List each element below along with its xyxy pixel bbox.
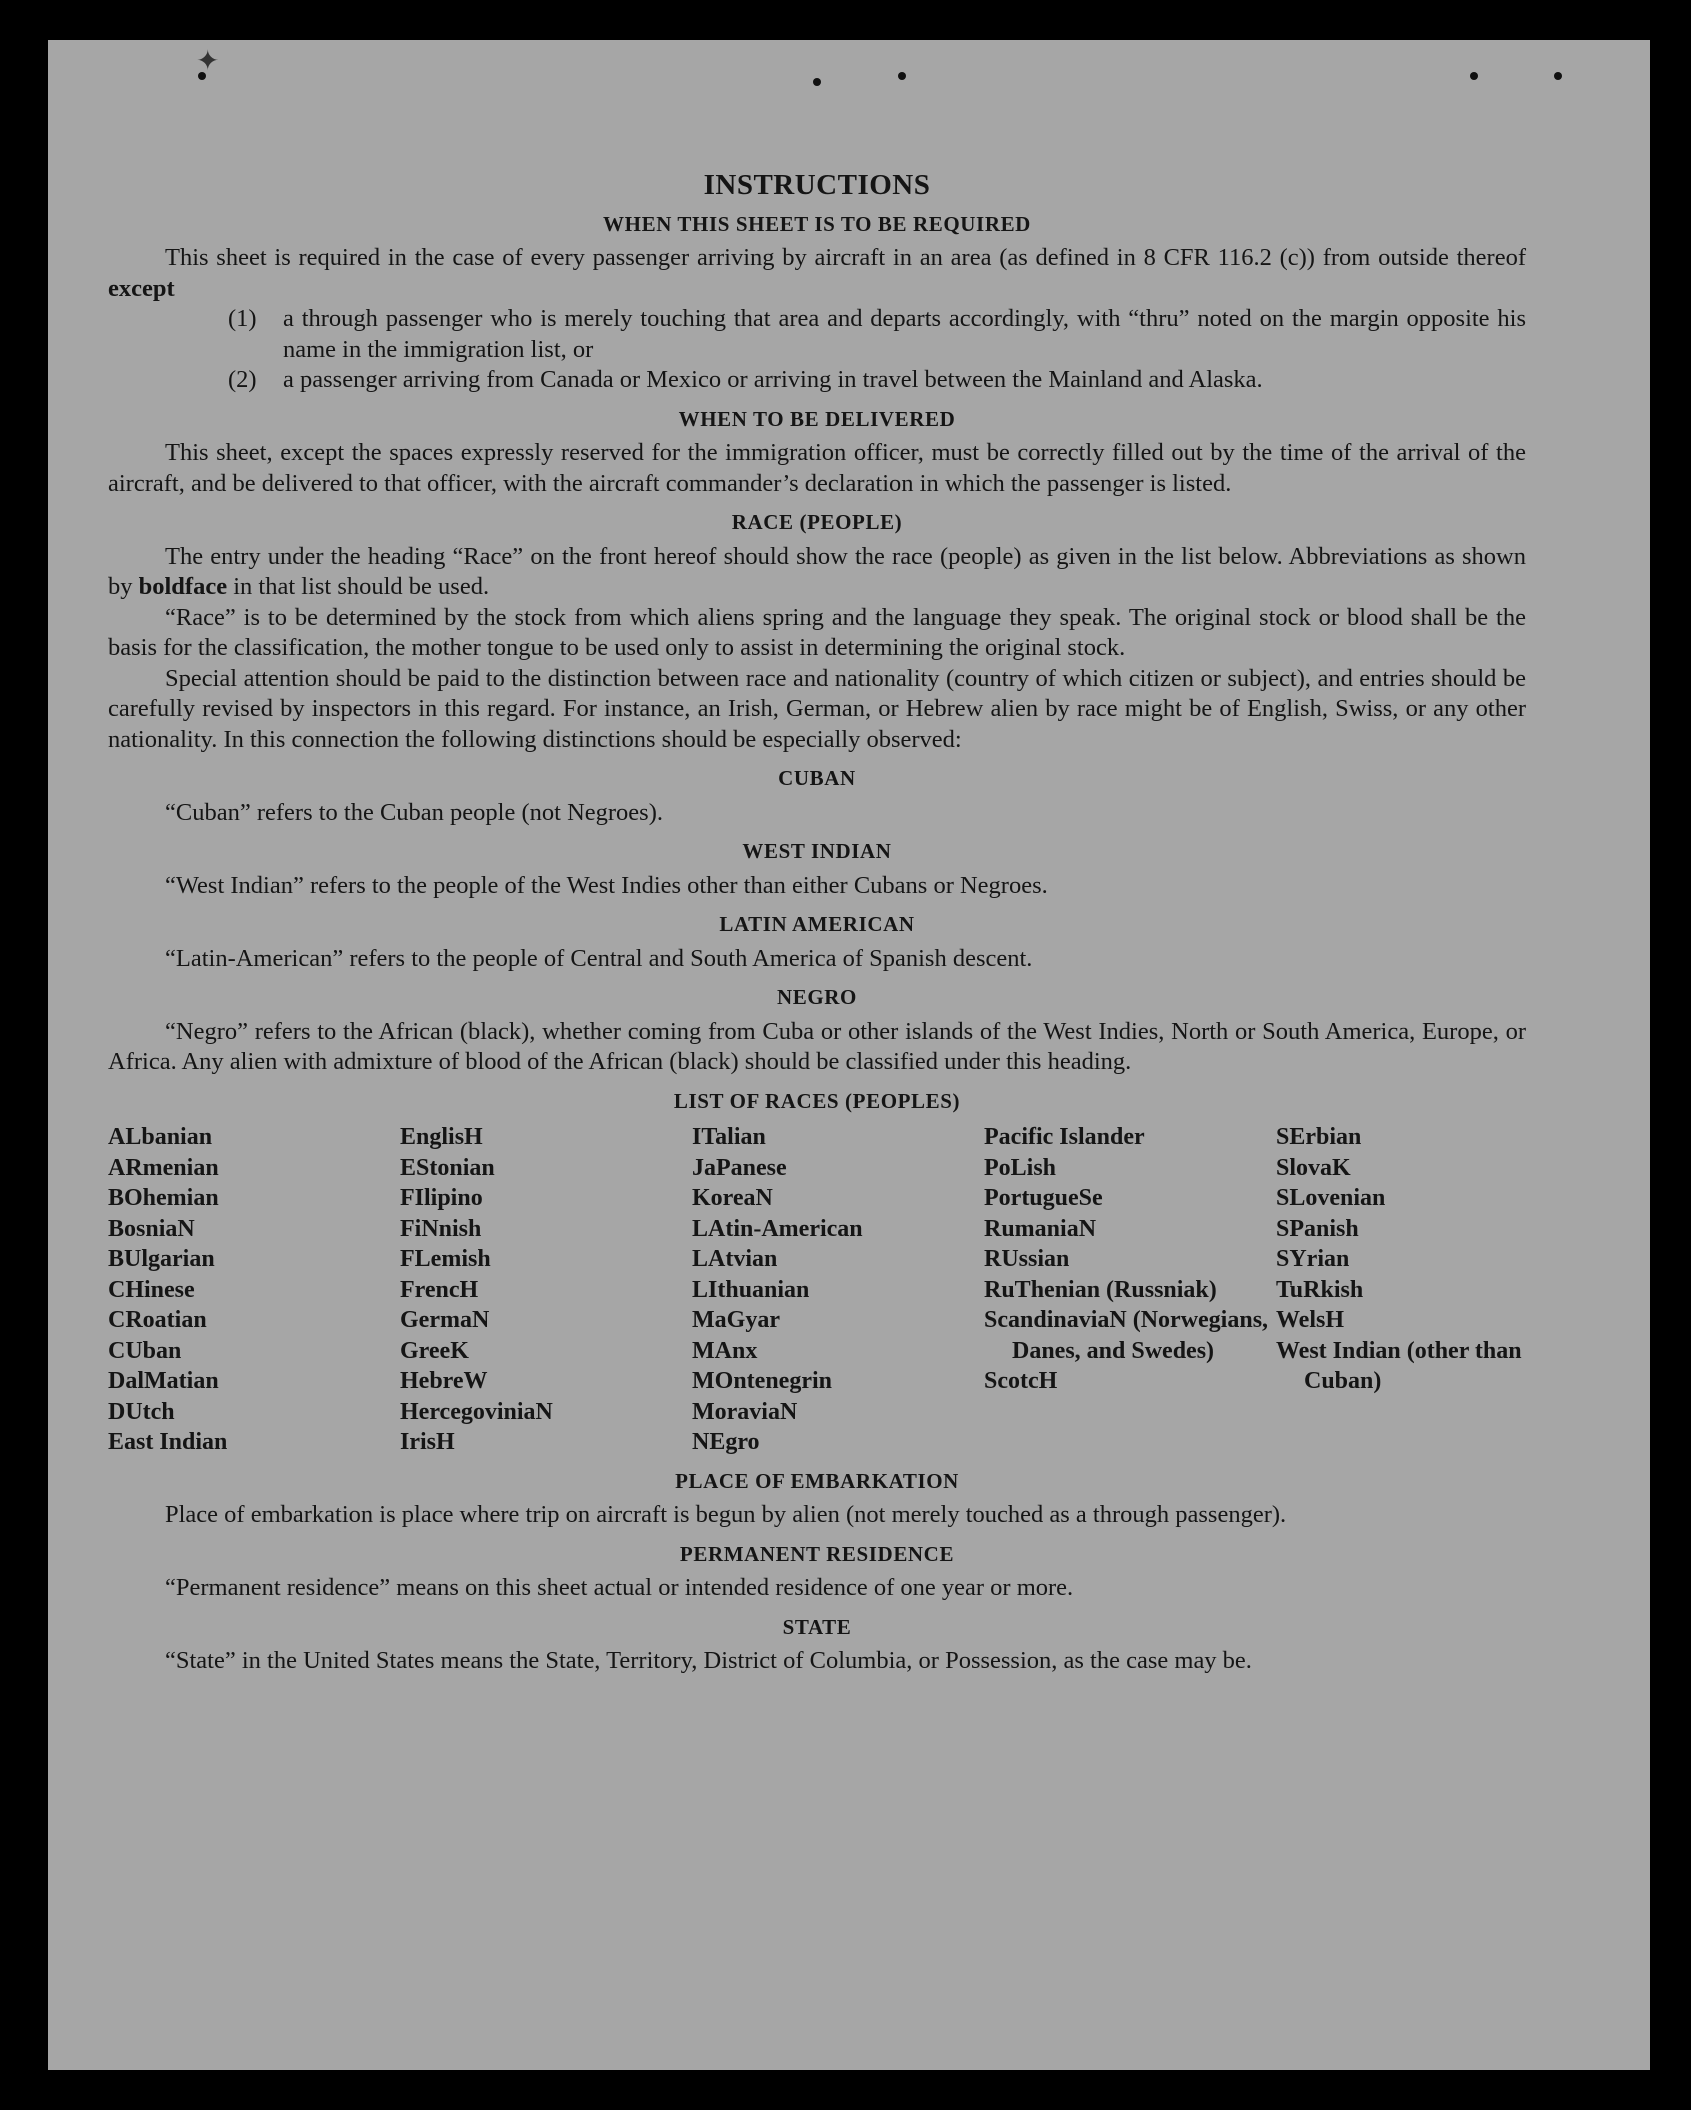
race-item: SYrian (1276, 1246, 1350, 1272)
binding-hole (898, 72, 906, 80)
race-item: ScotcH (984, 1368, 1058, 1394)
heading-state: STATE (782, 1614, 852, 1639)
race-item: FLemish (400, 1246, 491, 1272)
race-paragraph-2: “Race” is to be determined by the stock from which aliens spring and the language they speak. The original stock or blood shall be the basis for the classification, the mother tongue to be used only to assist in determining the original stock. (108, 603, 1526, 661)
pencil-mark-icon: ✦ (196, 44, 220, 77)
heading-when-required: WHEN THIS SHEET IS TO BE REQUIRED (603, 211, 1031, 236)
negro-text: “Negro” refers to the African (black), whether coming from Cuba or other islands of the West Indies, North or South America, Europe, or Africa. Any alien with admixture of blood of the African (black) should be classified under this heading. (108, 1017, 1526, 1075)
race-item: BosniaN (108, 1215, 195, 1242)
race-item: SErbian (1276, 1124, 1362, 1150)
race-item: MOntenegrin (692, 1368, 832, 1394)
race-item: RUssian (984, 1246, 1070, 1272)
residence-text: “Permanent residence” means on this sheet actual or intended residence of one year or more. (165, 1574, 1074, 1601)
race-item: PoLish (984, 1154, 1057, 1181)
races-column (108, 1122, 400, 1458)
race-item: HebreW (400, 1368, 488, 1394)
embarkation-text: Place of embarkation is place where trip on aircraft is begun by alien (not merely touched as a through passenger). (165, 1501, 1287, 1528)
race-item: BUlgarian (108, 1246, 215, 1272)
state-text: “State” in the United States means the State, Territory, District of Columbia, or Possession, as the case may be. (165, 1647, 1252, 1674)
heading-embarkation: PLACE OF EMBARKATION (675, 1468, 959, 1493)
document-sheet (48, 40, 1650, 2070)
binding-hole (1470, 72, 1478, 80)
west-indian-text: “West Indian” refers to the people of the West Indies other than either Cubans or Negroes. (165, 871, 1048, 899)
instructions-content (108, 170, 1526, 1677)
race-item: FrencH (400, 1276, 479, 1303)
race-item: SlovaK (1276, 1154, 1351, 1181)
race-item: FIlipino (400, 1185, 483, 1211)
races-column (1276, 1122, 1568, 1458)
race-item: TuRkish (1276, 1276, 1364, 1303)
race-item: WelsH (1276, 1307, 1345, 1333)
binding-hole (1554, 72, 1562, 80)
heading-west-indian: WEST INDIAN (742, 839, 892, 863)
race-item: GreeK (400, 1337, 469, 1364)
race-item: LIthuanian (692, 1276, 810, 1303)
heading-when-delivered: WHEN TO BE DELIVERED (678, 406, 956, 431)
race-item: JaPanese (692, 1154, 787, 1181)
races-column (692, 1122, 984, 1458)
race-paragraph-1: The entry under the heading “Race” on the front hereof should show the race (people) as given in the list below. Abbreviations as shown by boldface in that list should be used. (108, 542, 1526, 600)
heading-permanent-residence: PERMANENT RESIDENCE (679, 1541, 955, 1566)
page-title: INSTRUCTIONS (703, 169, 931, 201)
race-item: CUban (108, 1337, 182, 1364)
race-item: SLovenian (1276, 1185, 1386, 1211)
race-item: West Indian (other than Cuban) (1276, 1337, 1522, 1394)
races-list (108, 1122, 1526, 1458)
race-item: East Indian (108, 1429, 228, 1455)
race-paragraph-3: Special attention should be paid to the distinction between race and nationality (country of which citizen or subject), and entries should be carefully revised by inspectors in this regard. For instance, an Irish, German, or Hebrew alien by race might be of English, Swiss, or any other nationality. In this connection the following distinctions should be especially observed: (108, 664, 1526, 753)
race-item: GermaN (400, 1307, 490, 1333)
heading-negro: NEGRO (776, 985, 857, 1009)
when-delivered-text: This sheet, except the spaces expressly reserved for the immigration officer, must be correctly filled out by the time of the arrival of the aircraft, and be delivered to that officer, with the aircraft commander’s declaration in which the passenger is listed. (108, 439, 1526, 497)
race-item: Pacific Islander (984, 1124, 1145, 1150)
race-item: KoreaN (692, 1185, 773, 1211)
race-item: ARmenian (108, 1154, 219, 1181)
race-item: DalMatian (108, 1368, 219, 1394)
race-item: HercegoviniaN (400, 1398, 553, 1425)
races-column (984, 1122, 1276, 1458)
cuban-text: “Cuban” refers to the Cuban people (not Negroes). (165, 798, 663, 826)
race-item: LAtin-American (692, 1215, 863, 1242)
race-item: PortugueSe (984, 1185, 1103, 1211)
heading-latin-american: LATIN AMERICAN (719, 912, 915, 936)
latin-american-text: “Latin-American” refers to the people of Central and South America of Spanish descent. (165, 944, 1033, 972)
race-item: MoraviaN (692, 1398, 798, 1425)
race-item: MaGyar (692, 1307, 780, 1333)
race-item: LAtvian (692, 1246, 778, 1272)
exception-item: (2) a passenger arriving from Canada or Mexico or arriving in travel between the Mainland and Alaska. (228, 366, 1263, 393)
race-item: DUtch (108, 1398, 175, 1425)
race-item: EStonian (400, 1154, 495, 1181)
races-column (400, 1122, 692, 1458)
exception-item: (1) a through passenger who is merely touching that area and departs accordingly, with “thru” noted on the margin opposite his name in the immigration list, or (228, 305, 1526, 363)
race-item: CRoatian (108, 1307, 207, 1333)
race-item: SPanish (1276, 1215, 1359, 1242)
race-item: ScandinaviaN (Norwegians, Danes, and Swedes) (984, 1307, 1269, 1364)
binding-hole (813, 78, 821, 86)
when-required-intro: This sheet is required in the case of every passenger arriving by aircraft in an area (as defined in 8 CFR 116.2 (c)) from outside thereof except (108, 244, 1526, 302)
heading-cuban: CUBAN (778, 766, 856, 790)
race-item: NEgro (692, 1429, 760, 1455)
race-item: IrisH (400, 1429, 455, 1455)
race-item: ITalian (692, 1124, 766, 1150)
race-item: EnglisH (400, 1124, 483, 1150)
heading-race: RACE (PEOPLE) (731, 510, 903, 534)
race-item: BOhemian (108, 1185, 219, 1211)
race-item: ALbanian (108, 1124, 213, 1150)
race-item: FiNnish (400, 1215, 482, 1242)
heading-list-of-races: LIST OF RACES (PEOPLES) (673, 1088, 961, 1113)
race-item: CHinese (108, 1276, 195, 1303)
race-item: RumaniaN (984, 1215, 1097, 1242)
race-item: MAnx (692, 1337, 758, 1364)
race-item: RuThenian (Russniak) (984, 1276, 1217, 1303)
